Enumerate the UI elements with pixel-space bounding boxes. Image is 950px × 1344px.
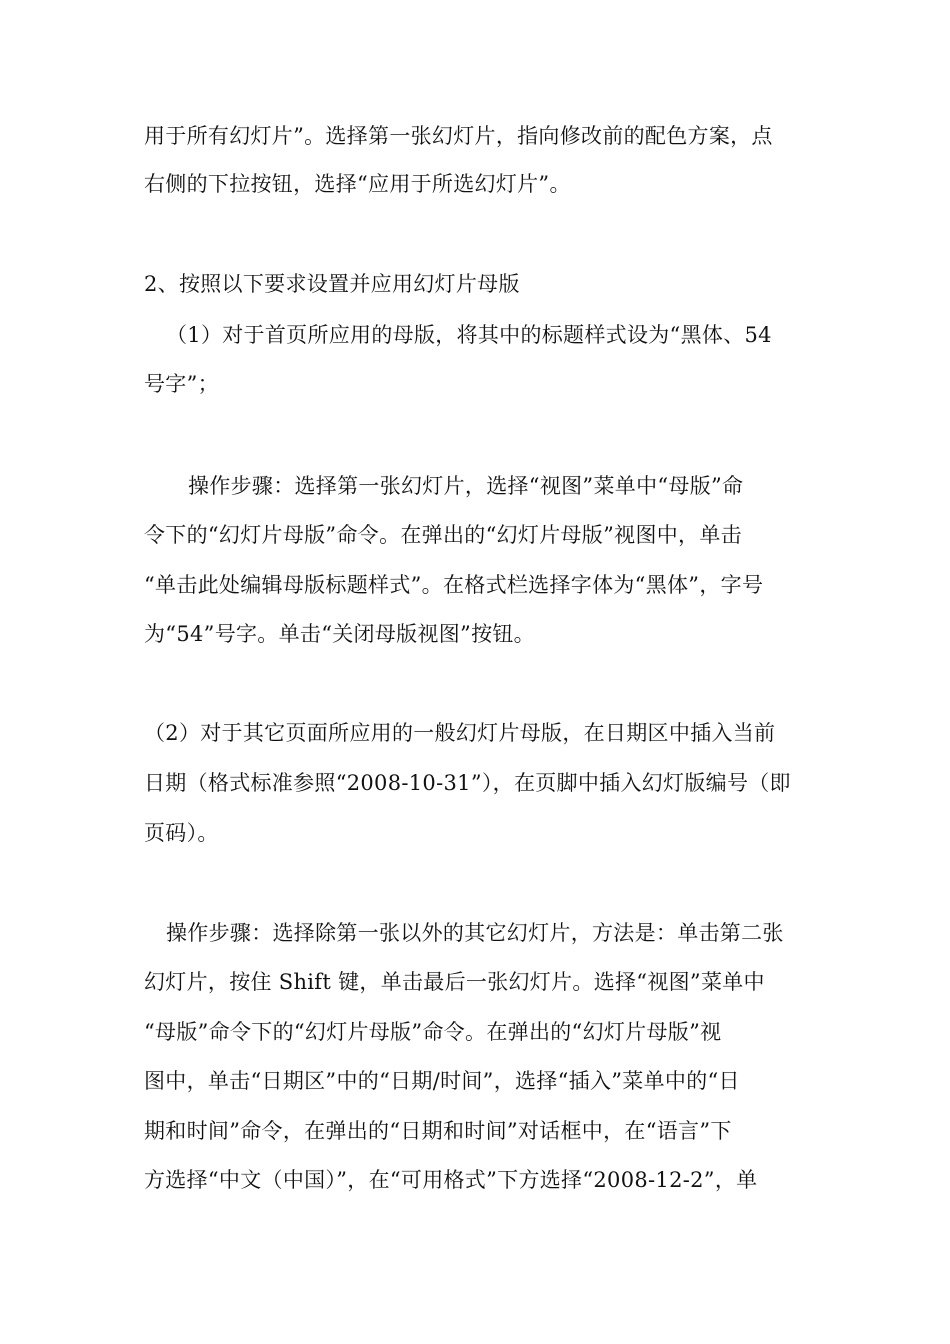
text-line: “单击此处编辑母版标题样式”。在格式栏选择字体为“黑体”，字号 xyxy=(144,573,764,597)
text-line: 页码）。 xyxy=(144,821,219,845)
text-line: （2）对于其它页面所应用的一般幻灯片母版，在日期区中插入当前 xyxy=(144,721,776,745)
text-line: 为“54”号字。单击“关闭母版视图”按钮。 xyxy=(144,622,535,646)
text-line: 方选择“中文（中国）”，在“可用格式”下方选择“2008-12-2”，单 xyxy=(144,1168,758,1192)
section-heading: 2、按照以下要求设置并应用幻灯片母版 xyxy=(144,272,520,296)
text-line: 幻灯片，按住 Shift 键，单击最后一张幻灯片。选择“视图”菜单中 xyxy=(144,970,765,994)
text-line: 令下的“幻灯片母版”命令。在弹出的“幻灯片母版”视图中，单击 xyxy=(144,523,742,547)
text-line: 右侧的下拉按钮，选择“应用于所选幻灯片”。 xyxy=(144,172,571,196)
text-line: 操作步骤：选择除第一张以外的其它幻灯片，方法是：单击第二张 xyxy=(166,921,784,945)
text-line: 期和时间”命令，在弹出的“日期和时间”对话框中，在“语言”下 xyxy=(144,1119,732,1143)
text-line: 图中，单击“日期区”中的“日期/时间”，选择“插入”菜单中的“日 xyxy=(144,1069,740,1093)
text-line: （1）对于首页所应用的母版，将其中的标题样式设为“黑体、54 xyxy=(166,323,772,347)
text-line: 号字”； xyxy=(144,372,219,396)
text-line: 用于所有幻灯片”。选择第一张幻灯片，指向修改前的配色方案，点 xyxy=(144,124,773,148)
text-line: 日期（格式标准参照“2008-10-31”），在页脚中插入幻灯版编号（即 xyxy=(144,771,791,795)
text-line: “母版”命令下的“幻灯片母版”命令。在弹出的“幻灯片母版”视 xyxy=(144,1020,722,1044)
text-line: 操作步骤：选择第一张幻灯片，选择“视图”菜单中“母版”命 xyxy=(188,474,744,498)
